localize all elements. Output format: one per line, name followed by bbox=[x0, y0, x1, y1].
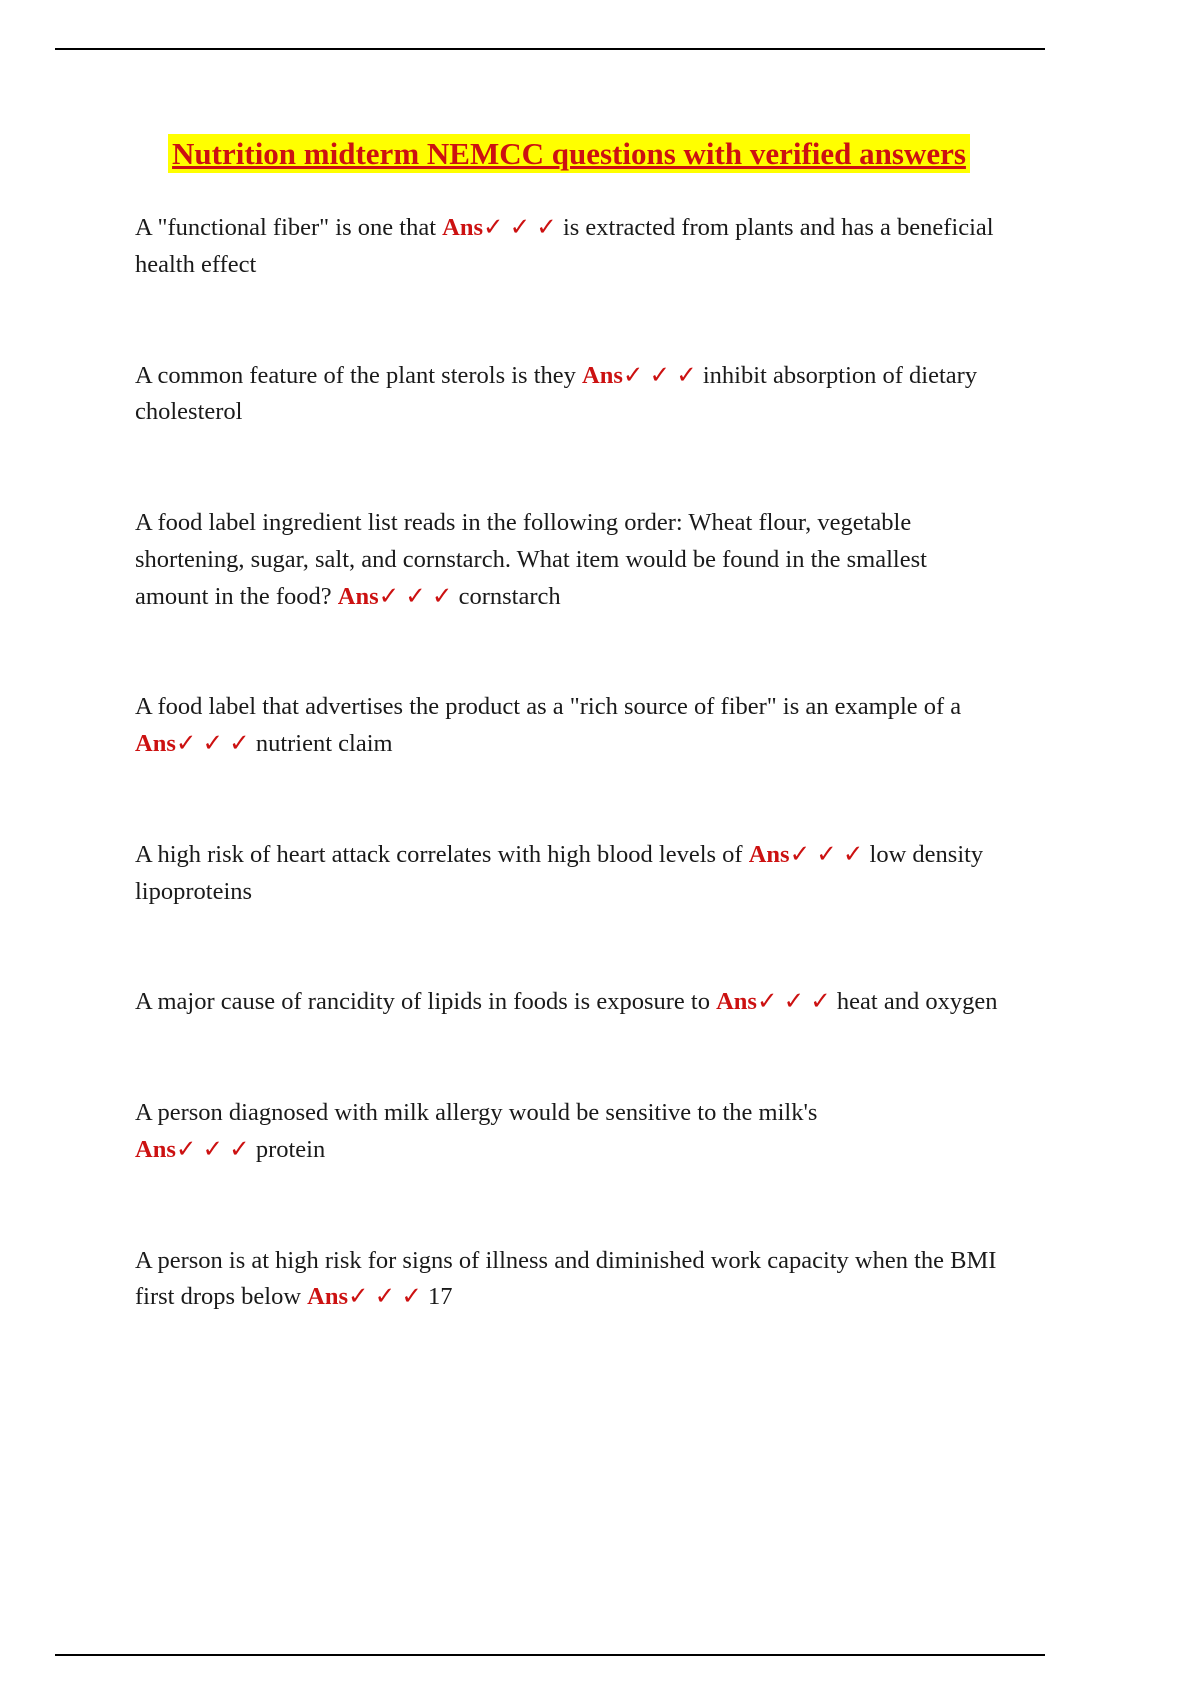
question-text: A food label that advertises the product as a "rich source of fiber" is an example of a bbox=[135, 693, 962, 721]
answer-marker: Ans bbox=[748, 840, 790, 868]
checkmarks: ✓ ✓ ✓ bbox=[378, 582, 459, 610]
checkmarks: ✓ ✓ ✓ bbox=[789, 840, 870, 868]
answer-marker: Ans bbox=[307, 1283, 349, 1311]
answer-text: nutrient claim bbox=[255, 730, 393, 758]
answer-marker: Ans bbox=[716, 988, 757, 1016]
answer-marker: Ans bbox=[337, 582, 379, 610]
qa-item bbox=[135, 505, 1003, 615]
question-text: A person is at high risk for signs of illness and diminished work capacity when the BMI first drops below bbox=[135, 1246, 997, 1311]
answer-text: low density lipoproteins bbox=[135, 840, 984, 905]
question-text: A common feature of the plant sterols is they bbox=[135, 361, 583, 389]
qa-item bbox=[135, 837, 1003, 911]
top-horizontal-rule bbox=[55, 48, 1045, 50]
answer-text: 17 bbox=[428, 1283, 453, 1311]
qa-item bbox=[135, 1243, 1003, 1317]
answer-text: inhibit absorption of dietary cholesterol bbox=[135, 361, 978, 426]
answer-marker: Ans bbox=[135, 730, 176, 758]
qa-item bbox=[135, 358, 1003, 432]
answer-marker: Ans bbox=[582, 361, 623, 389]
checkmarks: ✓ ✓ ✓ bbox=[482, 214, 563, 242]
checkmarks: ✓ ✓ ✓ bbox=[756, 988, 837, 1016]
checkmarks: ✓ ✓ ✓ bbox=[622, 361, 703, 389]
answer-marker: Ans bbox=[135, 1135, 176, 1163]
bottom-horizontal-rule bbox=[55, 1654, 1045, 1656]
qa-item bbox=[135, 689, 1003, 763]
qa-item bbox=[135, 210, 1003, 284]
answer-text: protein bbox=[255, 1135, 326, 1163]
question-text: A person diagnosed with milk allergy would be sensitive to the milk's bbox=[135, 1099, 818, 1127]
question-text: A "functional fiber" is one that bbox=[135, 214, 443, 242]
question-text: A food label ingredient list reads in the following order: Wheat flour, vegetable shortening, sugar, salt, and cornstarch. What item would be found in the smallest amount in the food? bbox=[135, 509, 927, 610]
title-block bbox=[135, 130, 1003, 178]
page-title: Nutrition midterm NEMCC questions with verified answers bbox=[168, 134, 970, 173]
answer-text: cornstarch bbox=[458, 582, 561, 610]
answer-text: is extracted from plants and has a beneficial health effect bbox=[135, 214, 994, 278]
question-text: A major cause of rancidity of lipids in foods is exposure to bbox=[135, 988, 717, 1016]
qa-item bbox=[135, 984, 1003, 1021]
checkmarks: ✓ ✓ ✓ bbox=[175, 1135, 256, 1163]
answer-text: heat and oxygen bbox=[836, 988, 998, 1016]
qa-item bbox=[135, 1095, 1003, 1169]
document-content bbox=[135, 130, 1003, 1316]
checkmarks: ✓ ✓ ✓ bbox=[175, 730, 256, 758]
checkmarks: ✓ ✓ ✓ bbox=[348, 1283, 428, 1311]
answer-marker: Ans bbox=[442, 214, 483, 242]
question-text: A high risk of heart attack correlates with high blood levels of bbox=[135, 840, 749, 868]
